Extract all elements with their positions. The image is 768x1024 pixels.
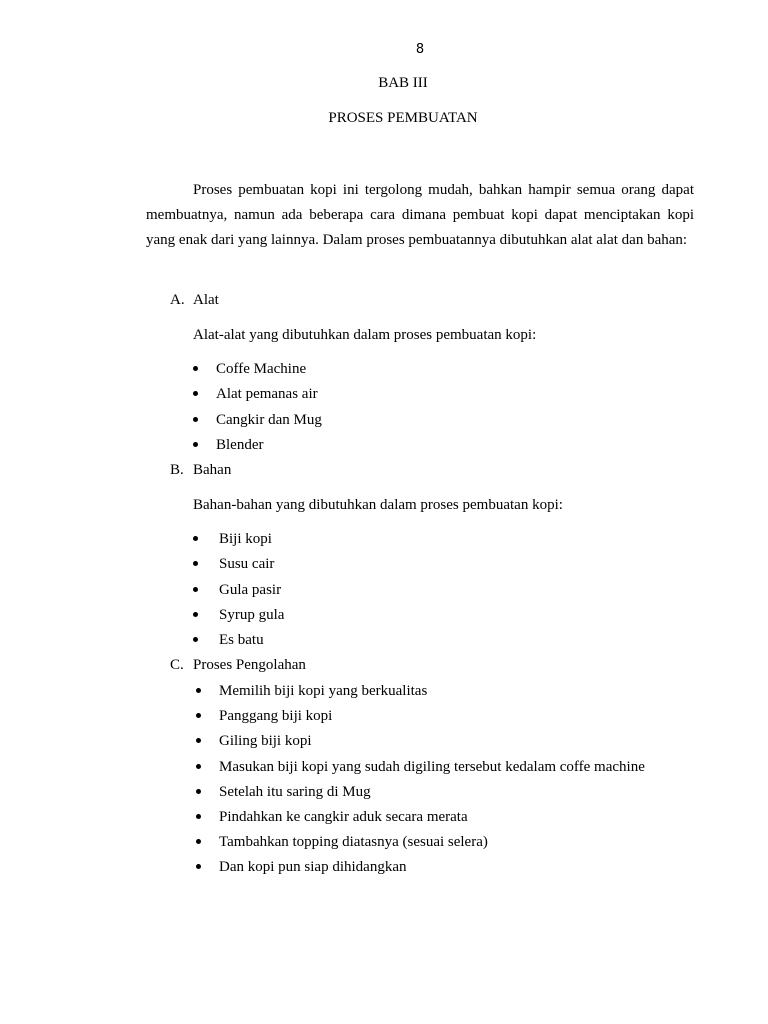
section-a-heading xyxy=(170,290,219,310)
list-item: Dan kopi pun siap dihidangkan xyxy=(196,857,645,882)
list-item: Setelah itu saring di Mug xyxy=(196,782,645,807)
intro-paragraph: Proses pembuatan kopi ini tergolong mudah, bahkan hampir semua orang dapat membuatnya, namun ada beberapa cara dimana pembuat kopi dapat menciptakan kopi yang enak dari yang lainnya. Dalam proses pembuatannya dibutuhkan alat alat dan bahan: xyxy=(146,182,694,248)
list-item: Masukan biji kopi yang sudah digiling tersebut kedalam coffe machine xyxy=(196,757,645,782)
section-a-list xyxy=(193,359,322,460)
list-item: Pindahkan ke cangkir aduk secara merata xyxy=(196,807,645,832)
section-a-description: Alat-alat yang dibutuhkan dalam proses pembuatan kopi: xyxy=(193,327,537,343)
list-item: Syrup gula xyxy=(193,605,284,630)
bullet-icon xyxy=(196,688,201,693)
section-b-description: Bahan-bahan yang dibutuhkan dalam proses pembuatan kopi: xyxy=(193,497,563,513)
list-item: Blender xyxy=(193,435,322,460)
list-item: Coffe Machine xyxy=(193,359,322,384)
section-c-list xyxy=(196,681,645,883)
section-b-title: Bahan xyxy=(193,462,232,478)
section-b-letter: B. xyxy=(170,462,184,478)
list-item: Cangkir dan Mug xyxy=(193,410,322,435)
bullet-icon xyxy=(196,864,201,869)
bullet-icon xyxy=(196,789,201,794)
section-b-list xyxy=(193,529,284,655)
bullet-icon xyxy=(196,738,201,743)
bullet-icon xyxy=(193,561,198,566)
list-item: Giling biji kopi xyxy=(196,731,645,756)
list-item: Tambahkan topping diatasnya (sesuai selera) xyxy=(196,832,645,857)
section-c-heading xyxy=(170,655,306,675)
bullet-icon xyxy=(193,366,198,371)
bullet-icon xyxy=(193,442,198,447)
list-item: Susu cair xyxy=(193,554,284,579)
bullet-icon xyxy=(196,764,201,769)
section-c-letter: C. xyxy=(170,657,184,673)
list-item: Gula pasir xyxy=(193,580,284,605)
bullet-icon xyxy=(196,713,201,718)
bullet-icon xyxy=(193,612,198,617)
bullet-icon xyxy=(193,536,198,541)
bullet-icon xyxy=(196,839,201,844)
list-item: Memilih biji kopi yang berkualitas xyxy=(196,681,645,706)
chapter-title: PROSES PEMBUATAN xyxy=(328,110,478,126)
section-c-title: Proses Pengolahan xyxy=(193,657,306,673)
section-a-letter: A. xyxy=(170,292,185,308)
bullet-icon xyxy=(193,391,198,396)
list-item: Es batu xyxy=(193,630,284,655)
section-a-title: Alat xyxy=(193,292,219,308)
chapter-label: BAB III xyxy=(378,75,428,91)
list-item: Panggang biji kopi xyxy=(196,706,645,731)
bullet-icon xyxy=(196,814,201,819)
list-item: Alat pemanas air xyxy=(193,384,322,409)
bullet-icon xyxy=(193,587,198,592)
page-number: 8 xyxy=(415,42,425,57)
section-b-heading xyxy=(170,460,231,480)
bullet-icon xyxy=(193,637,198,642)
bullet-icon xyxy=(193,417,198,422)
list-item: Biji kopi xyxy=(193,529,284,554)
